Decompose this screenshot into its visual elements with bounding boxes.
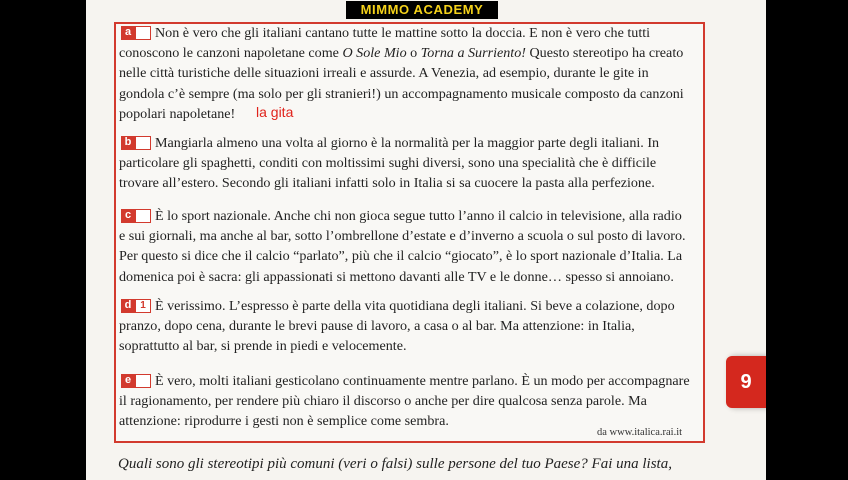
paragraph-d: È verissimo. L’espresso è parte della vita quotidiana degli italiani. Si beve a colazione, dopo pranzo, dopo cena, durante le brevi pause di lavoro, a casa o al bar. Ma attenzione: in Italia, soprattutto al bar, si prende in piedi e velocemente. (119, 298, 675, 355)
paragraph-a: Non è vero che gli italiani cantano tutte le mattine sotto la doccia. E non è vero che tutti conoscono le canzoni napoletane come O Sole Mio o Torna a Surriento! Questo stereotipo ha creato nelle città turistiche delle situazioni irreali e assurde. A Venezia, ad esempio, durante le gite in gondola c’è sempre (ma solo per gli stranieri!) un accompagnamento musicale composto da canzoni popolari napoletane! (119, 25, 684, 122)
label-letter: d (121, 299, 135, 313)
label-letter: e (121, 374, 135, 388)
handwritten-note: la gita (256, 104, 294, 120)
paragraph-e: È vero, molti italiani gesticolano continuamente mentre parlano. È un modo per accompagnare il ragionamento, per rendere più chiaro il discorso o anche per dire qualcosa senza parole. Ma attenzione: riprodurre i gesti non è semplice come sembra. (119, 373, 690, 430)
exercise-question: Quali sono gli stereotipi più comuni (veri o falsi) sulle persone del tuo Paese? Fai una lista, (118, 456, 672, 472)
answer-box[interactable]: 1 (135, 299, 151, 313)
paragraph-c: È lo sport nazionale. Anche chi non gioca segue tutto l’anno il calcio in televisione, alla radio e sui giornali, ma anche al bar, sotto l’ombrellone d’estate e d’inverno a scuola o sul posto di lavoro. Per questo si dice che il calcio “parlato”, più che il calcio “giocato”, è lo sport nazionale d’Italia. La domenica poi è sacra: gli appassionati si mettono davanti alle TV e le donne… spesso si annoiano. (119, 208, 686, 285)
watermark: MIMMO ACADEMY (346, 1, 498, 19)
label-letter: a (121, 26, 135, 40)
label-letter: c (121, 209, 135, 223)
paragraph-b: Mangiarla almeno una volta al giorno è la normalità per la maggior parte degli italiani. In particolare gli spaghetti, conditi con moltissimi sughi diversi, sono una specialità che è difficile trovare all’estero. Secondo gli italiani infatti solo in Italia si sa cuocere la pasta alla perfezione. (119, 135, 660, 192)
page-number-tab: 9 (726, 356, 766, 408)
source-credit: da www.italica.rai.it (597, 427, 683, 438)
label-letter: b (121, 136, 135, 150)
